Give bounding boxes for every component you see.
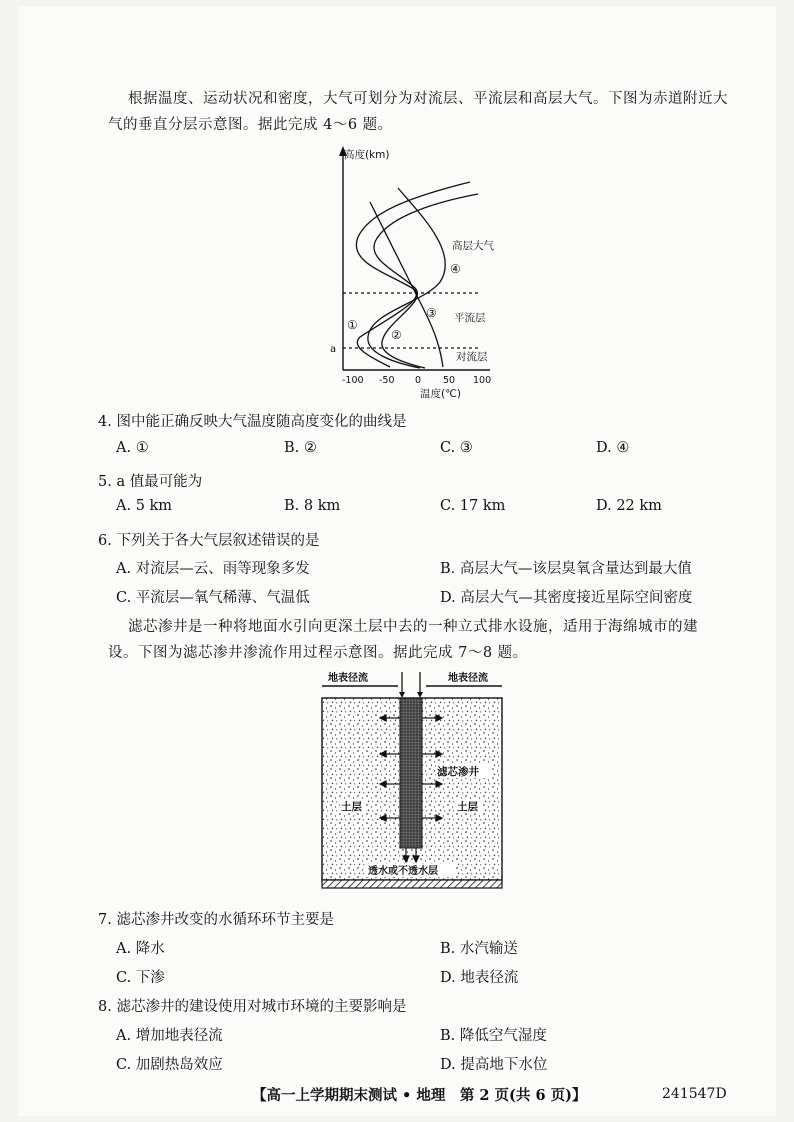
- layer-label-tropo: 对流层: [456, 351, 488, 363]
- passage-2-line-2: 设。下图为滤芯渗井渗流作用过程示意图。据此完成 7～8 题。: [108, 645, 528, 661]
- passage-1-line-2: 气的垂直分层示意图。据此完成 4～6 题。: [108, 117, 393, 133]
- question-6-option-b: B. 高层大气—该层臭氧含量达到最大值: [440, 561, 692, 577]
- page-footer-title: 【高一上学期期末测试 • 地理 第 2 页(共 6 页)】: [252, 1087, 587, 1104]
- question-6-stem: 6. 下列关于各大气层叙述错误的是: [98, 533, 320, 549]
- question-8-stem: 8. 滤芯渗井的建设使用对城市环境的主要影响是: [98, 999, 407, 1015]
- well-label: 滤芯渗井: [437, 766, 479, 778]
- runoff-label-left: 地表径流: [328, 673, 368, 684]
- inflow-arrowhead-left: [399, 692, 405, 698]
- layer-label-upper: 高层大气: [452, 240, 494, 252]
- passage-1-line-1: 根据温度、运动状况和密度，大气可划分为对流层、平流层和高层大气。下图为赤道附近大: [128, 91, 728, 107]
- x-tick-label: 0: [415, 375, 422, 386]
- x-tick-label: -100: [342, 375, 364, 386]
- x-tick-label: 50: [443, 375, 456, 386]
- question-5-stem: 5. a 值最可能为: [98, 474, 203, 490]
- x-tick-label: 100: [473, 375, 492, 386]
- y-axis-label: 高度(km): [344, 149, 390, 161]
- passage-1: [108, 86, 752, 138]
- x-axis-label: 温度(℃): [420, 388, 461, 400]
- question-8-option-d: D. 提高地下水位: [440, 1057, 548, 1073]
- base-layer: [322, 880, 502, 888]
- question-7-stem: 7. 滤芯渗井改变的水循环环节主要是: [98, 912, 334, 928]
- curve-3-label: ③: [426, 306, 437, 320]
- runoff-label-right: 地表径流: [448, 673, 488, 684]
- question-4-option-b: B. ②: [284, 440, 317, 456]
- curve-4-label: ④: [450, 262, 461, 276]
- filter-core: [400, 698, 422, 848]
- question-5-option-b: B. 8 km: [284, 498, 341, 514]
- question-7-option-a: A. 降水: [116, 941, 165, 957]
- question-4-option-c: C. ③: [440, 440, 473, 456]
- question-4-option-d: D. ④: [596, 440, 630, 456]
- question-5-option-a: A. 5 km: [116, 498, 173, 514]
- question-5-option-c: C. 17 km: [440, 498, 506, 514]
- inflow-arrowhead-right: [417, 692, 423, 698]
- question-6-option-c: C. 平流层—氧气稀薄、气温低: [116, 590, 310, 606]
- curve-2: [374, 194, 478, 368]
- question-8-option-a: A. 增加地表径流: [116, 1028, 223, 1044]
- passage-2: [108, 614, 752, 666]
- paper-code: 241547D: [662, 1086, 727, 1102]
- bottom-label: 透水或不透水层: [368, 866, 438, 877]
- question-8-option-c: C. 加剧热岛效应: [116, 1057, 223, 1073]
- soil-left-label: 土层: [341, 801, 362, 813]
- question-4-option-a: A. ①: [116, 440, 149, 456]
- x-tick-label: -50: [379, 375, 395, 386]
- a-label: a: [330, 344, 337, 355]
- question-7-option-c: C. 下渗: [116, 970, 165, 986]
- soil-right-label: 土层: [457, 801, 478, 813]
- curve-2-label: ②: [391, 328, 402, 342]
- question-7-option-d: D. 地表径流: [440, 970, 519, 986]
- atmosphere-layer-diagram: [330, 142, 520, 402]
- infiltration-well-diagram: [320, 668, 510, 896]
- layer-label-strat: 平流层: [454, 312, 486, 324]
- question-6-option-a: A. 对流层—云、雨等现象多发: [116, 561, 310, 577]
- question-5-option-d: D. 22 km: [596, 498, 662, 514]
- question-6-option-d: D. 高层大气—其密度接近星际空间密度: [440, 590, 693, 606]
- question-8-option-b: B. 降低空气湿度: [440, 1028, 547, 1044]
- question-4-stem: 4. 图中能正确反映大气温度随高度变化的曲线是: [98, 414, 407, 430]
- question-7-option-b: B. 水汽输送: [440, 941, 518, 957]
- curve-1-label: ①: [347, 318, 358, 332]
- passage-2-line-1: 滤芯渗井是一种将地面水引向更深土层中去的一种立式排水设施，适用于海绵城市的建: [128, 619, 698, 635]
